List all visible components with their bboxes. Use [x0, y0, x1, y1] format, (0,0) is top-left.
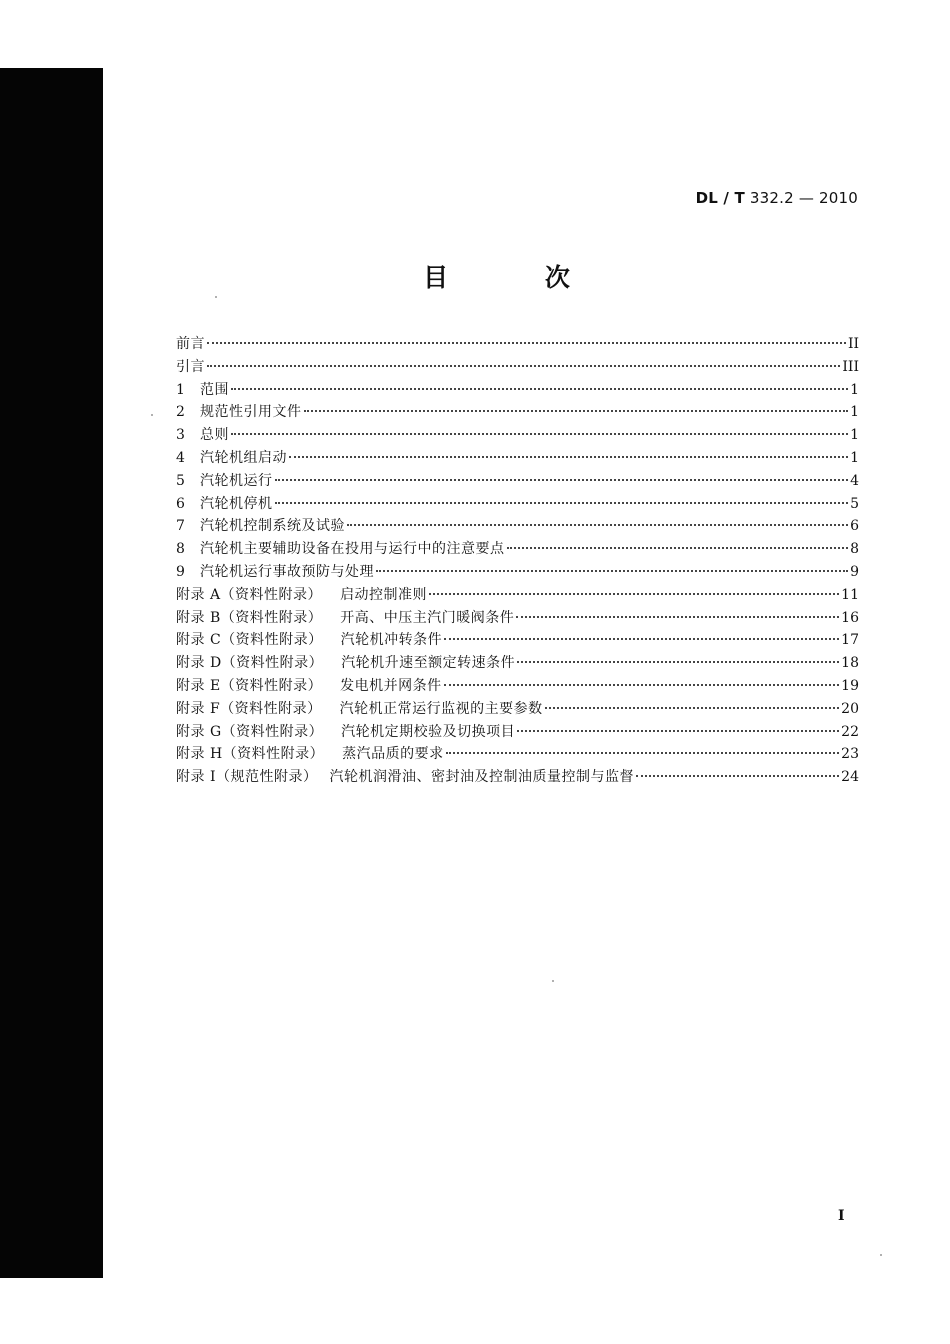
toc-label: 汽轮机定期校验及切换项目 — [341, 723, 516, 740]
toc-page-number: 1 — [850, 404, 859, 421]
toc-entry-appendix-h[interactable] — [176, 743, 859, 766]
toc-label: 前言 — [176, 336, 205, 352]
toc-label: 开高、中压主汽门暖阀条件 — [340, 609, 515, 626]
appendix-prefix: 附录 C（资料性附录） — [176, 632, 323, 649]
toc-label: 汽轮机升速至额定转速条件 — [341, 655, 516, 672]
toc-page-number: 17 — [841, 632, 859, 649]
page-title: 目 次 — [423, 263, 614, 292]
appendix-prefix: 附录 F（资料性附录） — [176, 700, 322, 717]
toc-leader-dots — [517, 730, 839, 732]
standard-code-number: 332.2 — 2010 — [744, 189, 858, 207]
toc-page-number: 9 — [850, 563, 859, 580]
appendix-prefix: 附录 A（资料性附录） — [176, 586, 323, 603]
toc-label: 汽轮机停机 — [200, 495, 273, 512]
toc-leader-dots — [275, 479, 849, 481]
toc-entry-appendix-f[interactable] — [176, 698, 859, 721]
toc-label: 汽轮机主要辅助设备在投用与运行中的注意要点 — [200, 541, 505, 558]
toc-entry-5[interactable] — [176, 470, 859, 493]
table-of-contents — [176, 333, 859, 789]
toc-entry-appendix-a[interactable] — [176, 584, 859, 607]
standard-code — [696, 189, 858, 207]
toc-page-number: 11 — [841, 586, 859, 603]
toc-page-number: 20 — [841, 700, 859, 717]
toc-section-number: 2 — [176, 404, 185, 421]
toc-leader-dots — [275, 502, 849, 504]
scan-speck — [880, 1254, 882, 1256]
appendix-prefix: 附录 D（资料性附录） — [176, 655, 324, 672]
toc-entry-appendix-g[interactable] — [176, 721, 859, 744]
toc-page-number: II — [847, 336, 859, 352]
appendix-prefix: 附录 E（资料性附录） — [176, 677, 323, 694]
toc-label: 发电机并网条件 — [340, 677, 442, 694]
toc-page-number: III — [842, 358, 859, 375]
standard-code-prefix: DL / T — [695, 189, 745, 207]
appendix-prefix: 附录 I（规范性附录） — [176, 769, 318, 786]
toc-label: 规范性引用文件 — [200, 404, 302, 421]
toc-page-number: 24 — [841, 769, 859, 786]
toc-section-number: 3 — [176, 427, 185, 444]
toc-label: 汽轮机运行 — [200, 472, 273, 489]
toc-page-number: 4 — [850, 472, 859, 489]
toc-leader-dots — [231, 388, 848, 390]
page-folio: I — [838, 1208, 845, 1224]
toc-entry-7[interactable] — [176, 515, 859, 538]
scan-speck — [151, 414, 153, 416]
toc-leader-dots — [231, 433, 848, 435]
toc-label: 总则 — [200, 427, 229, 444]
toc-label: 汽轮机组启动 — [200, 449, 287, 466]
toc-entry-appendix-b[interactable] — [176, 607, 859, 630]
toc-page-number: 6 — [850, 518, 859, 535]
toc-leader-dots — [207, 342, 846, 344]
toc-section-number: 8 — [176, 541, 185, 558]
toc-page-number: 1 — [850, 449, 859, 466]
appendix-prefix: 附录 B（资料性附录） — [176, 609, 323, 626]
toc-section-number: 9 — [176, 563, 185, 580]
toc-label: 汽轮机控制系统及试验 — [200, 518, 345, 535]
toc-page-number: 16 — [841, 609, 859, 626]
toc-entry-appendix-i[interactable] — [176, 766, 859, 789]
toc-leader-dots — [376, 570, 848, 572]
toc-entry-appendix-e[interactable] — [176, 675, 859, 698]
toc-leader-dots — [429, 593, 839, 595]
appendix-prefix: 附录 H（资料性附录） — [176, 746, 325, 763]
toc-leader-dots — [207, 365, 840, 367]
toc-section-number: 6 — [176, 495, 185, 512]
toc-label: 汽轮机冲转条件 — [340, 632, 443, 649]
toc-page-number: 22 — [841, 723, 859, 740]
toc-entry-6[interactable] — [176, 493, 859, 516]
toc-label: 蒸汽品质的要求 — [342, 746, 444, 763]
toc-entry-3[interactable] — [176, 424, 859, 447]
toc-entry-introduction[interactable] — [176, 356, 859, 379]
toc-section-number: 7 — [176, 518, 185, 535]
toc-leader-dots — [444, 638, 839, 640]
toc-entry-appendix-d[interactable] — [176, 652, 859, 675]
toc-entry-9[interactable] — [176, 561, 859, 584]
toc-label: 汽轮机正常运行监视的主要参数 — [339, 700, 543, 717]
toc-label: 范围 — [200, 381, 229, 398]
toc-leader-dots — [289, 456, 848, 458]
toc-page-number: 1 — [850, 381, 859, 398]
toc-entry-foreword[interactable] — [176, 333, 859, 356]
scan-speck — [552, 980, 554, 982]
toc-leader-dots — [507, 547, 849, 549]
toc-leader-dots — [545, 707, 840, 709]
toc-entry-appendix-c[interactable] — [176, 629, 859, 652]
toc-leader-dots — [347, 524, 848, 526]
toc-page-number: 1 — [850, 427, 859, 444]
toc-page-number: 23 — [841, 746, 859, 763]
appendix-prefix: 附录 G（资料性附录） — [176, 723, 324, 740]
toc-entry-8[interactable] — [176, 538, 859, 561]
toc-entry-4[interactable] — [176, 447, 859, 470]
toc-entry-1[interactable] — [176, 379, 859, 402]
toc-label: 启动控制准则 — [340, 586, 428, 603]
toc-page-number: 18 — [841, 655, 859, 672]
toc-section-number: 5 — [176, 472, 185, 489]
toc-leader-dots — [516, 616, 839, 618]
scan-speck — [215, 296, 217, 298]
toc-label: 汽轮机润滑油、密封油及控制油质量控制与监督 — [329, 769, 634, 786]
toc-section-number: 1 — [176, 381, 185, 398]
toc-label: 汽轮机运行事故预防与处理 — [200, 563, 374, 580]
toc-page-number: 19 — [841, 677, 859, 694]
toc-leader-dots — [304, 410, 849, 412]
toc-leader-dots — [517, 661, 839, 663]
toc-leader-dots — [446, 752, 840, 754]
toc-leader-dots — [444, 684, 840, 686]
toc-page-number: 5 — [850, 495, 859, 512]
scan-black-edge — [0, 68, 103, 1278]
toc-leader-dots — [636, 775, 839, 777]
toc-entry-2[interactable] — [176, 401, 859, 424]
toc-page-number: 8 — [850, 541, 859, 558]
toc-label: 引言 — [176, 358, 205, 375]
toc-section-number: 4 — [176, 449, 185, 466]
